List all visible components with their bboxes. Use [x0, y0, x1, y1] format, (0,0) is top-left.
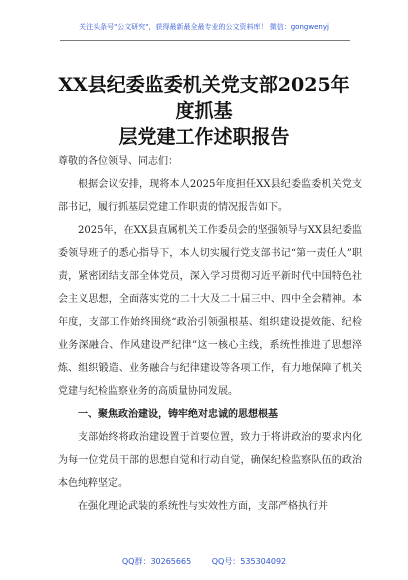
- document-body: [58, 150, 362, 518]
- header-note: 关注头条号"公文研究"，获得最新最全最专业的公文资料库！ 微信：gongwenyj: [79, 23, 329, 31]
- paragraph: 根据会议安排，现将本人2025年度担任XX县纪委监委机关党支部书记，履行抓基层党建工作职责的情况报告如下。: [58, 179, 362, 213]
- footer-qq-group: QQ群：30265665: [121, 557, 192, 566]
- paragraph: 支部始终将政治建设置于首要位置，致力于将讲政治的要求内化为每一位党员干部的思想自觉和行动自觉，确保纪检监察队伍的政治本色纯粹坚定。: [58, 432, 362, 489]
- salutation: 尊敬的各位领导、同志们：: [58, 156, 178, 167]
- footer-qq-number: QQ号：535304092: [211, 557, 287, 566]
- title-line-1: XX县纪委监委机关党支部2025年度抓基: [58, 74, 350, 122]
- section-heading: 一、聚焦政治建设，铸牢绝对忠诚的思想根基: [78, 409, 278, 420]
- footer: [0, 556, 408, 567]
- title-line-2: 层党建工作述职报告: [118, 126, 290, 148]
- header-divider: [60, 40, 350, 41]
- paragraph: 在强化理论武装的系统性与实效性方面，支部严格执行并: [78, 501, 328, 512]
- paragraph: 2025年，在XX县直属机关工作委员会的坚强领导与XX县纪委监委领导班子的悉心指导下，本人切实履行党支部书记“第一责任人”职责，紧密团结支部全体党员，深入学习贯彻习近平新时代中国特色社会主义思想，全面落实党的二十大及二十届三中、四中全会精神。本年度，支部工作始终围绕“政治引领强根基、组织建设提效能、纪检业务深融合、作风建设严纪律”这一核心主线，系统性推进了思想淬炼、组织锻造、业务融合与纪律建设等各项工作，有力地保障了机关党建与纪检监察业务的高质量协同发展。: [58, 225, 362, 397]
- document-title: [52, 72, 356, 150]
